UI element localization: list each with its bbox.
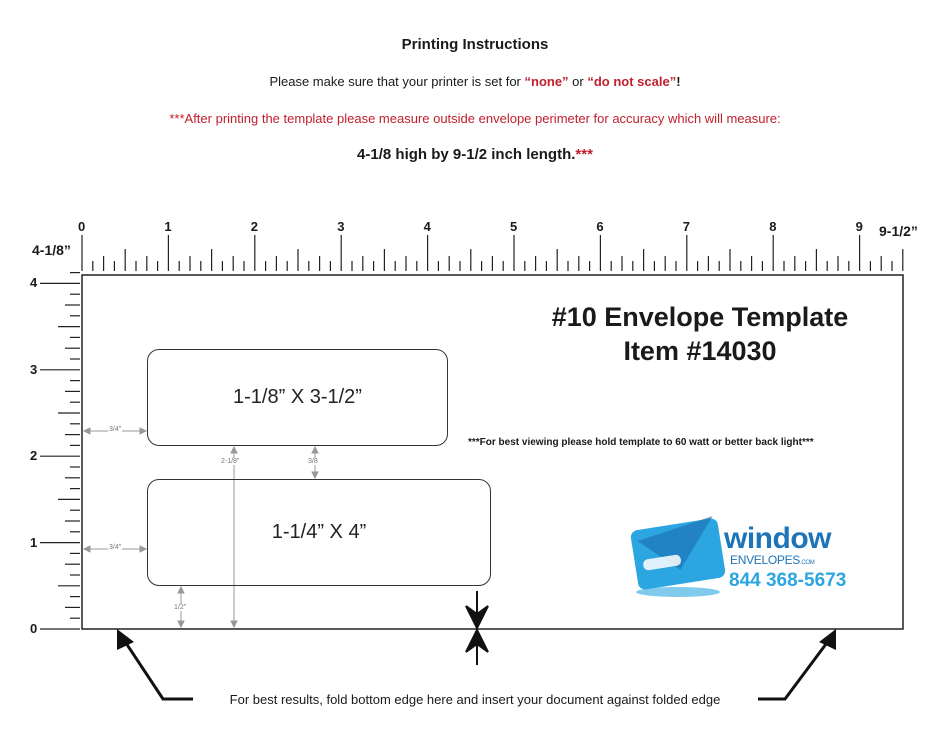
ruler-label-1: 1 bbox=[164, 219, 172, 234]
height-label: 4-1/8” bbox=[32, 242, 71, 258]
logo-word-envelopes bbox=[730, 553, 814, 567]
window-bottom bbox=[147, 479, 491, 586]
viewing-note: ***For best viewing please hold template to 60 watt or better back light*** bbox=[468, 437, 814, 448]
item-number: Item #14030 bbox=[623, 336, 777, 366]
ruler-label-v0: 0 bbox=[30, 621, 38, 636]
ruler-label-9: 9 bbox=[855, 219, 863, 234]
window-gap-dim: 3/8 bbox=[308, 458, 318, 465]
logo-com: .COM bbox=[800, 560, 815, 566]
window-bottom-size: 1-1/4” X 4” bbox=[271, 521, 367, 543]
window-top bbox=[147, 349, 448, 446]
ruler-label-8: 8 bbox=[769, 219, 777, 234]
ruler-label-3: 3 bbox=[337, 219, 345, 234]
ruler-label-0: 0 bbox=[78, 219, 86, 234]
bottom-margin-dim: 1/2” bbox=[174, 604, 187, 611]
ruler-label-v4: 4 bbox=[30, 275, 38, 291]
ruler-label-6: 6 bbox=[596, 219, 604, 234]
measure-warning: ***After printing the template please measure outside envelope perimeter for accuracy which will measure: bbox=[169, 111, 781, 126]
logo-envelopes-text: ENVELOPES bbox=[730, 553, 800, 567]
fold-marker bbox=[466, 591, 488, 665]
window-top-size: 1-1/8” X 3-1/2” bbox=[233, 386, 362, 408]
width-label: 9-1/2” bbox=[879, 223, 918, 239]
top-window-height-dim: 2-1/8” bbox=[221, 458, 240, 465]
vertical-ruler-ticks bbox=[40, 273, 80, 629]
left-margin-top-dim: 3/4” bbox=[109, 426, 122, 433]
page-title: Printing Instructions bbox=[401, 36, 549, 53]
horizontal-ruler-ticks bbox=[82, 235, 903, 271]
ruler-label-7: 7 bbox=[682, 219, 691, 234]
ruler-label-v3: 3 bbox=[30, 361, 38, 377]
ruler-label-2: 2 bbox=[250, 219, 259, 234]
size-stars: *** bbox=[575, 146, 593, 163]
scale-option-do-not-scale: “do not scale” bbox=[587, 74, 677, 89]
ruler-label-v2: 2 bbox=[30, 448, 38, 464]
instruction-text: Please make sure that your printer is set for bbox=[269, 74, 525, 89]
scale-option-none: “none” bbox=[524, 74, 569, 89]
size-text: 4-1/8 high by 9-1/2 inch length. bbox=[357, 146, 576, 163]
logo-word-window: window bbox=[724, 522, 831, 555]
ruler-label-v1: 1 bbox=[30, 534, 38, 550]
instruction-or: or bbox=[568, 74, 588, 89]
instruction-exclaim: ! bbox=[676, 74, 681, 89]
envelope-logo-icon bbox=[630, 516, 726, 597]
fold-instruction: For best results, fold bottom edge here and insert your document against folded edge bbox=[229, 692, 721, 707]
phone-number: 844 368-5673 bbox=[729, 570, 847, 591]
ruler-label-4: 4 bbox=[423, 219, 431, 234]
left-margin-bottom-dim: 3/4” bbox=[109, 544, 122, 551]
ruler-label-5: 5 bbox=[510, 219, 518, 234]
template-title: #10 Envelope Template bbox=[551, 302, 849, 332]
